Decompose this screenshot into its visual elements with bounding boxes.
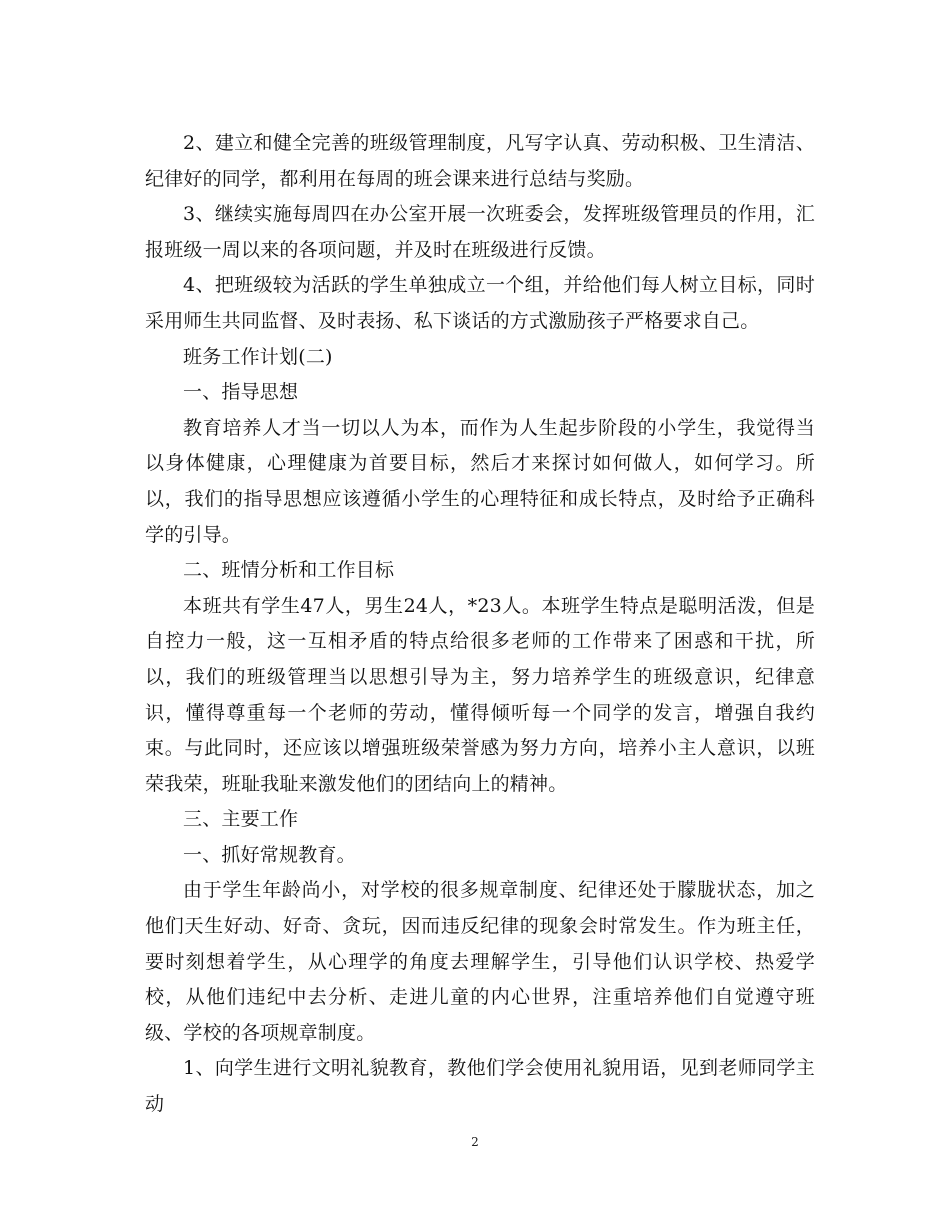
paragraph-routine-education: 由于学生年龄尚小，对学校的很多规章制度、纪律还处于朦胧状态，加之他们天生好动、好奇、贪玩，因而违反纪律的现象会时常发生。作为班主任，要时刻想着学生，从心理学的角度去理解学生，引导他们认识学校、热爱学校，从他们违纪中去分析、走进儿童的内心世界，注重培养他们自觉遵守班级、学校的各项规章制度。 [145,879,815,1044]
section-title: 班务工作计划(二) [183,345,333,368]
paragraph-item-3: 3、继续实施每周四在办公室开展一次班委会，发挥班级管理员的作用，汇报班级一周以来的各项问题，并及时在班级进行反馈。 [145,203,815,261]
page-number: 2 [471,1135,479,1149]
paragraph-item-4: 4、把班级较为活跃的学生单独成立一个组，并给他们每人树立目标，同时采用师生共同监督、及时表扬、私下谈话的方式激励孩子严格要求自己。 [145,274,815,332]
paragraph-class-analysis: 本班共有学生47人，男生24人，*23人。本班学生特点是聪明活泼，但是自控力一般，这一互相矛盾的特点给很多老师的工作带来了困惑和干扰，所以，我们的班级管理当以思想引导为主，努力培养学生的班级意识，纪律意识，懂得尊重每一个老师的劳动，懂得倾听每一个同学的发言，增强自我约束。与此同时，还应该以增强班级荣誉感为努力方向，培养小主人意识，以班荣我荣，班耻我耻来激发他们的团结向上的精神。 [145,594,815,795]
heading-class-analysis: 二、班情分析和工作目标 [183,559,395,582]
subheading-routine-education: 一、抓好常规教育。 [183,843,356,866]
document-body [145,126,815,1123]
paragraph-item-2: 2、建立和健全完善的班级管理制度，凡写字认真、劳动积极、卫生清洁、纪律好的同学，都利用在每周的班会课来进行总结与奖励。 [145,132,815,190]
heading-guiding-thought: 一、指导思想 [183,381,299,404]
paragraph-guiding-thought: 教育培养人才当一切以人为本，而作为人生起步阶段的小学生，我觉得当以身体健康，心理健康为首要目标，然后才来探讨如何做人，如何学习。所以，我们的指导思想应该遵循小学生的心理特征和成长特点，及时给予正确科学的引导。 [145,416,815,546]
paragraph-item-1: 1、向学生进行文明礼貌教育，教他们学会使用礼貌用语，见到老师同学主动 [145,1057,815,1116]
heading-main-work: 三、主要工作 [183,808,299,831]
